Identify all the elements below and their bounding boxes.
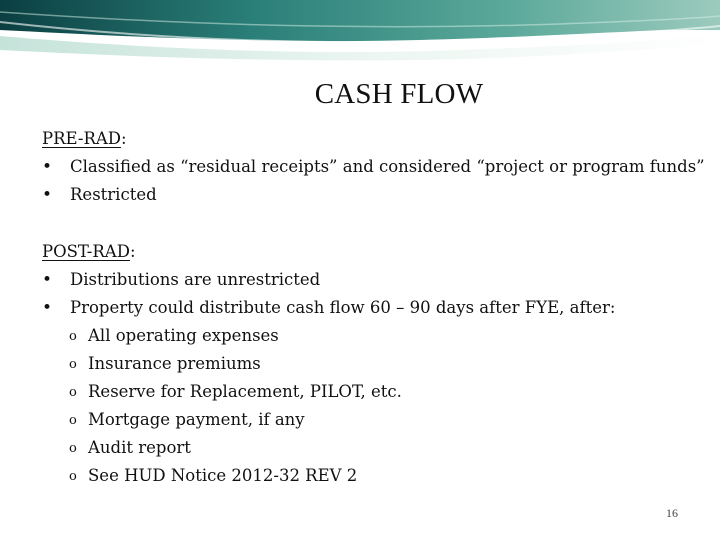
list-item-text: Restricted — [70, 185, 157, 204]
post-rad-heading-colon: : — [129, 242, 136, 261]
bullet-icon: • — [42, 157, 53, 177]
post-rad-heading-text: POST-RAD — [42, 242, 130, 261]
bullet-icon: • — [42, 185, 53, 205]
sub-list-item — [42, 378, 615, 406]
post-rad-list — [42, 266, 615, 490]
sub-bullet-icon: o — [69, 469, 77, 484]
bullet-icon: • — [42, 270, 53, 290]
sub-list-item-text: All operating expenses — [88, 326, 279, 345]
post-rad-heading — [42, 238, 615, 266]
list-item-text: Classified as “residual receipts” and considered “project or program funds” — [70, 157, 705, 176]
list-item — [42, 294, 615, 322]
list-item-text: Distributions are unrestricted — [70, 270, 321, 289]
sub-list-item-text: Audit report — [88, 438, 191, 457]
sub-list-item-text: See HUD Notice 2012-32 REV 2 — [88, 466, 358, 485]
list-item — [42, 266, 615, 294]
sub-list-item-text: Mortgage payment, if any — [88, 410, 305, 429]
sub-list-item — [42, 434, 615, 462]
sub-list-item-text: Insurance premiums — [88, 354, 261, 373]
sub-list-item — [42, 322, 615, 350]
list-item-text: Property could distribute cash flow 60 – 90 days after FYE, after: — [70, 298, 616, 317]
sub-list-item — [42, 350, 615, 378]
sub-list-item — [42, 462, 615, 490]
post-rad-section — [42, 238, 615, 490]
sub-list-item — [42, 406, 615, 434]
sub-bullet-icon: o — [69, 441, 77, 456]
sub-list-item-text: Reserve for Replacement, PILOT, etc. — [88, 382, 402, 401]
list-item — [42, 181, 705, 209]
pre-rad-list — [42, 153, 705, 209]
sub-bullet-icon: o — [69, 413, 77, 428]
pre-rad-heading-colon: : — [121, 129, 127, 148]
page-number: 16 — [666, 506, 678, 520]
pre-rad-section — [42, 125, 705, 209]
sub-bullet-icon: o — [69, 329, 77, 344]
bullet-icon: • — [42, 298, 53, 318]
pre-rad-heading — [42, 125, 705, 153]
sub-bullet-icon: o — [69, 385, 77, 400]
pre-rad-heading-text: PRE-RAD — [42, 129, 122, 148]
list-item — [42, 153, 705, 181]
header-banner — [0, 0, 720, 62]
sub-bullet-icon: o — [69, 357, 77, 372]
slide-title: CASH FLOW — [314, 78, 484, 110]
